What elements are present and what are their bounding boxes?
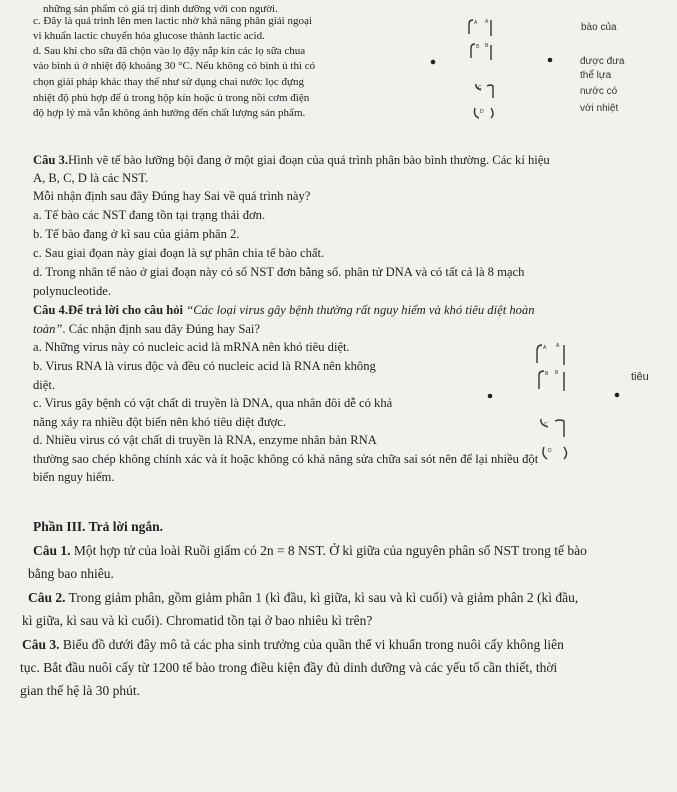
chromosome-d bbox=[543, 447, 567, 459]
side-text: được đưa bbox=[580, 56, 625, 67]
text-line: những sản phẩm có giá trị dinh dưỡng với con người. bbox=[43, 3, 278, 15]
question-2: Câu 2. Trong giảm phân, gồm giảm phân 1 (kì đầu, kì giữa, kì sau và kì cuối) và giảm phân 2 (kì đầu, bbox=[28, 590, 579, 605]
svg-text:B: B bbox=[545, 371, 549, 377]
centrosome-left bbox=[488, 394, 493, 399]
text-line: vi khuẩn lactic chuyển hóa glucose thành lactic acid. bbox=[33, 30, 265, 42]
text-line: nhiệt độ phù hợp để ủ trong hộp kín hoặc ủ trong nồi cơm điện bbox=[33, 92, 310, 104]
statement-a: a. Những virus này có nucleic acid là mRNA nên khó tiêu diệt. bbox=[33, 340, 350, 354]
statement-c: c. Sau giai đọan này giai đoạn là sự phân chia tế bào chất. bbox=[33, 246, 325, 260]
chromosome-d bbox=[475, 108, 494, 118]
centrosome-right bbox=[548, 58, 553, 63]
svg-text:B: B bbox=[555, 370, 559, 376]
side-text: bào của bbox=[581, 22, 617, 33]
question-3: Câu 3. Biểu đồ dưới đây mô tả các pha sinh trưởng của quần thể vi khuẩn trong nuôi cấy không liên bbox=[22, 637, 564, 652]
statement-c: c. Virus gây bệnh có vật chất di truyền là DNA, qua nhân đôi dễ có khả bbox=[33, 396, 393, 410]
question-label: Câu 3. bbox=[22, 637, 60, 652]
text-line: diệt. bbox=[33, 378, 56, 392]
side-text: với nhiệt bbox=[580, 103, 619, 114]
statement-b: b. Virus RNA là virus độc và đều có nucleic acid là RNA nên không bbox=[33, 359, 376, 373]
statement-d: d. Nhiều virus có vật chất di truyền là RNA, enzyme nhân bản RNA bbox=[33, 433, 377, 447]
quote-end: toàn” bbox=[33, 322, 63, 336]
text-line: tục. Bắt đầu nuôi cấy từ 1200 tế bào trong điều kiện đầy đủ dinh dưỡng và các yếu tố cần thiết, thời bbox=[20, 660, 558, 675]
text-line: biến nguy hiểm. bbox=[33, 470, 115, 484]
svg-text:B: B bbox=[485, 43, 489, 49]
question-4-title bbox=[33, 304, 535, 317]
chromosome-b bbox=[471, 43, 491, 60]
side-text: nước có bbox=[580, 86, 618, 97]
text-line: vào bình ủ ở nhiệt độ khoảng 30 °C. Nếu không có bình ủ thì có bbox=[33, 60, 316, 72]
svg-text:A: A bbox=[474, 20, 478, 26]
question-label: Câu 1. bbox=[33, 543, 71, 558]
text-line: A, B, C, D là các NST. bbox=[33, 171, 149, 185]
svg-text:A: A bbox=[543, 345, 547, 351]
svg-text:C: C bbox=[544, 422, 548, 428]
svg-text:C: C bbox=[478, 85, 482, 91]
text-line: c. Đây là quá trình lên men lactic nhờ khả năng phân giải ngoại bbox=[33, 15, 312, 27]
text-line: độ hợp lý mà vẫn không ảnh hưởng đến chất lượng sản phẩm. bbox=[33, 107, 306, 119]
statement-d: d. Trong nhân tế nào ở giai đoạn này có số NST đơn bằng số. phân tử DNA và có tất cả là 8 mạch bbox=[33, 265, 525, 279]
svg-text:A: A bbox=[485, 19, 489, 25]
statement-b: b. Tế bào đang ở kì sau của giảm phân 2. bbox=[33, 227, 240, 241]
chromosome-figure-1 bbox=[425, 12, 577, 132]
question-label: Câu 3. bbox=[33, 153, 68, 167]
quote-tail: . Các nhận định sau đây Đúng hay Sai? bbox=[62, 322, 261, 336]
text-line: polynucleotide. bbox=[33, 284, 111, 298]
text-line: kì giữa, kì sau và kì cuối). Chromatid tồn tại ở bao nhiêu kì trên? bbox=[22, 613, 373, 628]
chromosome-a bbox=[469, 19, 491, 36]
svg-text:A: A bbox=[556, 343, 560, 349]
text-line: năng xảy ra nhiều đột biến nên khó tiêu diệt được. bbox=[33, 415, 287, 429]
side-text: thể lựa bbox=[580, 70, 612, 81]
svg-text:B: B bbox=[476, 44, 480, 50]
chromosome-c bbox=[476, 84, 493, 98]
text-line: chọn giải pháp khác thay thế như sử dụng chai nước lọc đựng bbox=[33, 76, 304, 88]
text-line: d. Sau khi cho sữa đã chộn vào lọ đậy nắp kín các lọ sữa chua bbox=[33, 45, 306, 57]
text-line: bằng bao nhiêu. bbox=[28, 566, 114, 581]
question-label: Câu 2. bbox=[28, 590, 66, 605]
question-4-quote: “Các loại virus gây bệnh thường rất nguy hiểm và khó tiêu diệt hoàn bbox=[186, 303, 535, 317]
side-text: tiêu bbox=[631, 371, 649, 383]
chromosome-a bbox=[537, 343, 564, 365]
text-line bbox=[33, 323, 260, 336]
svg-text:D: D bbox=[548, 448, 552, 454]
chromosome-c bbox=[541, 419, 564, 437]
centrosome-right bbox=[615, 393, 620, 398]
question-3-title: Câu 3.Hình vẽ tế bào lưỡng bội đang ở một giai đoạn của quá trình phân bào bình thường. Các kí hiệu bbox=[33, 153, 550, 167]
question-1: Câu 1. Một hợp tử của loài Ruồi giấm có 2n = 8 NST. Ở kì giữa của nguyên phân số NST trong tế bào bbox=[33, 543, 587, 558]
centrosome-left bbox=[431, 60, 436, 65]
chromosome-figure-2 bbox=[484, 333, 624, 463]
text-line: gian thế hệ là 30 phút. bbox=[20, 683, 140, 698]
section-title: Phần III. Trả lời ngắn. bbox=[33, 519, 164, 534]
text-line: thường sao chép không chính xác và ít hoặc không có khả năng sửa chữa sai sót nên để lại nhiều đột bbox=[33, 452, 539, 466]
question-4-label: Câu 4.Để trả lời cho câu hỏi bbox=[33, 303, 187, 317]
chromosome-b bbox=[539, 370, 564, 391]
svg-text:D: D bbox=[480, 109, 484, 115]
text-line: Mỗi nhận định sau đây Đúng hay Sai về quá trình này? bbox=[33, 189, 311, 203]
statement-a: a. Tế bào các NST đang tồn tại trạng thái đơn. bbox=[33, 208, 266, 222]
